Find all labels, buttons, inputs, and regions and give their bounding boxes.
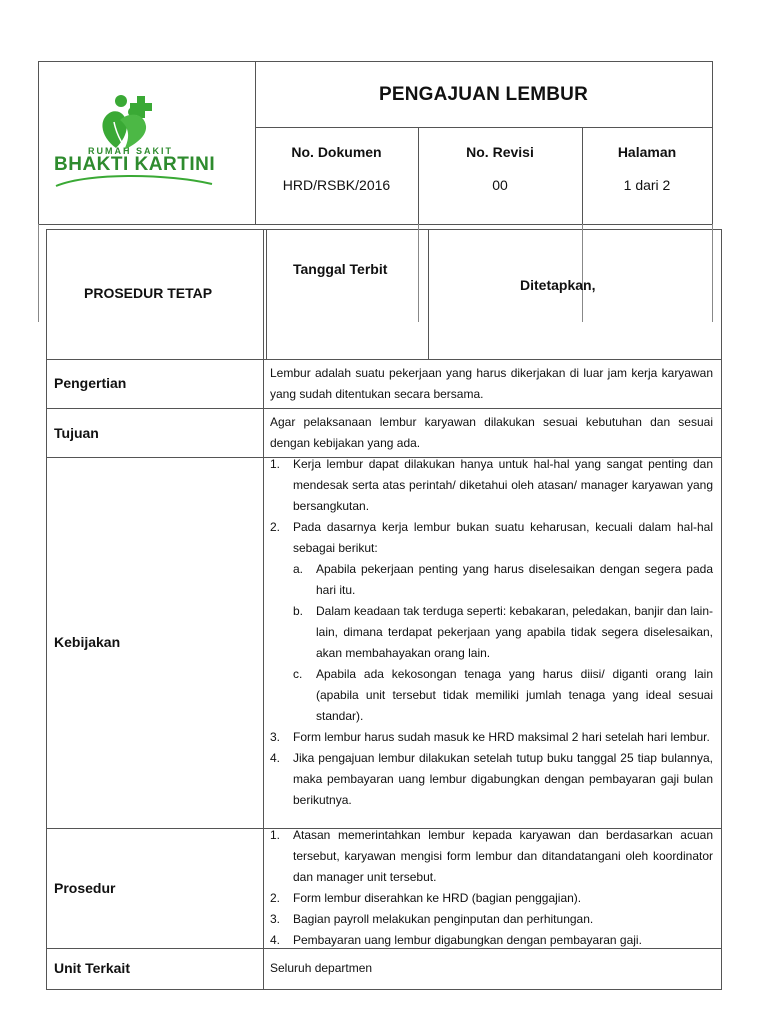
kebijakan-list — [270, 454, 713, 811]
page-label: Halaman — [617, 144, 677, 160]
list-item: 1. Atasan memerintahkan lembur kepada karyawan dan berdasarkan acuan tersebut, karyawan mengisi form lembur dan ditandatangani oleh koordinator dan manager unit tersebut. — [270, 828, 713, 884]
procedure-label: PROSEDUR TETAP — [84, 285, 213, 301]
list-item: 1. Kerja lembur dapat dilakukan hanya untuk hal-hal yang sangat penting dan mendesak serta atas perintah/ diketahui oleh atasan/ manager karyawan yang bersangkutan. — [270, 457, 713, 513]
revision-label: No. Revisi — [466, 144, 534, 160]
set-by-label: Ditetapkan, — [520, 277, 596, 293]
tujuan-text: Agar pelaksanaan lembur karyawan dilakukan sesuai kebutuhan dan sesuai dengan kebijakan yang ada. — [270, 415, 713, 450]
list-item: 3. Form lembur harus sudah masuk ke HRD maksimal 2 hari setelah hari lembur. — [270, 730, 710, 744]
list-item: a. Apabila pekerjaan penting yang harus diselesaikan dengan segera pada hari itu. — [293, 562, 713, 597]
logo-emblem-icon — [50, 92, 220, 192]
document-title: PENGAJUAN LEMBUR — [378, 84, 589, 105]
list-item: c. Apabila ada kekosongan tenaga yang harus diisi/ diganti orang lain (apabila unit tersebut tidak memiliki jumlah tenaga yang ideal sesuai standar). — [293, 667, 713, 723]
hospital-logo — [50, 92, 220, 192]
tujuan-label: Tujuan — [54, 425, 99, 441]
logo-line1: RUMAH SAKIT — [88, 146, 173, 156]
list-item: 2. Form lembur diserahkan ke HRD (bagian penggajian). — [270, 891, 582, 905]
unit-label: Unit Terkait — [54, 960, 130, 976]
pengertian-label: Pengertian — [54, 375, 127, 391]
prosedur-list — [270, 825, 713, 951]
unit-text: Seluruh departmen — [270, 961, 373, 975]
logo-line2: BHAKTI KARTINI — [54, 154, 216, 175]
pengertian-text: Lembur adalah suatu pekerjaan yang harus dikerjakan di luar jam kerja karyawan yang sudah ditentukan secara bersama. — [270, 366, 713, 401]
list-item: 4. Jika pengajuan lembur dilakukan setelah tutup buku tanggal 25 tiap bulannya, maka pembayaran uang lembur digabungkan dengan pembayaran gaji bulan berikutnya. — [270, 751, 713, 807]
doc-number-value: HRD/RSBK/2016 — [282, 177, 391, 193]
issue-date-label: Tanggal Terbit — [293, 261, 388, 277]
page-value: 1 dari 2 — [623, 177, 671, 193]
kebijakan-label: Kebijakan — [54, 634, 121, 650]
prosedur-label: Prosedur — [54, 880, 116, 896]
list-item: 4. Pembayaran uang lembur digabungkan dengan pembayaran gaji. — [270, 933, 642, 947]
list-item: b. Dalam keadaan tak terduga seperti: kebakaran, peledakan, banjir dan lain-lain, dimana terdapat pekerjaan yang apabila tidak segera diselesaikan, akan membahayakan orang lain. — [293, 604, 713, 660]
list-item: 2. Pada dasarnya kerja lembur bukan suatu keharusan, kecuali dalam hal-hal sebagai berikut: — [270, 520, 713, 555]
doc-number-label: No. Dokumen — [291, 144, 382, 160]
list-item: 3. Bagian payroll melakukan penginputan dan perhitungan. — [270, 912, 594, 926]
revision-value: 00 — [492, 177, 508, 193]
